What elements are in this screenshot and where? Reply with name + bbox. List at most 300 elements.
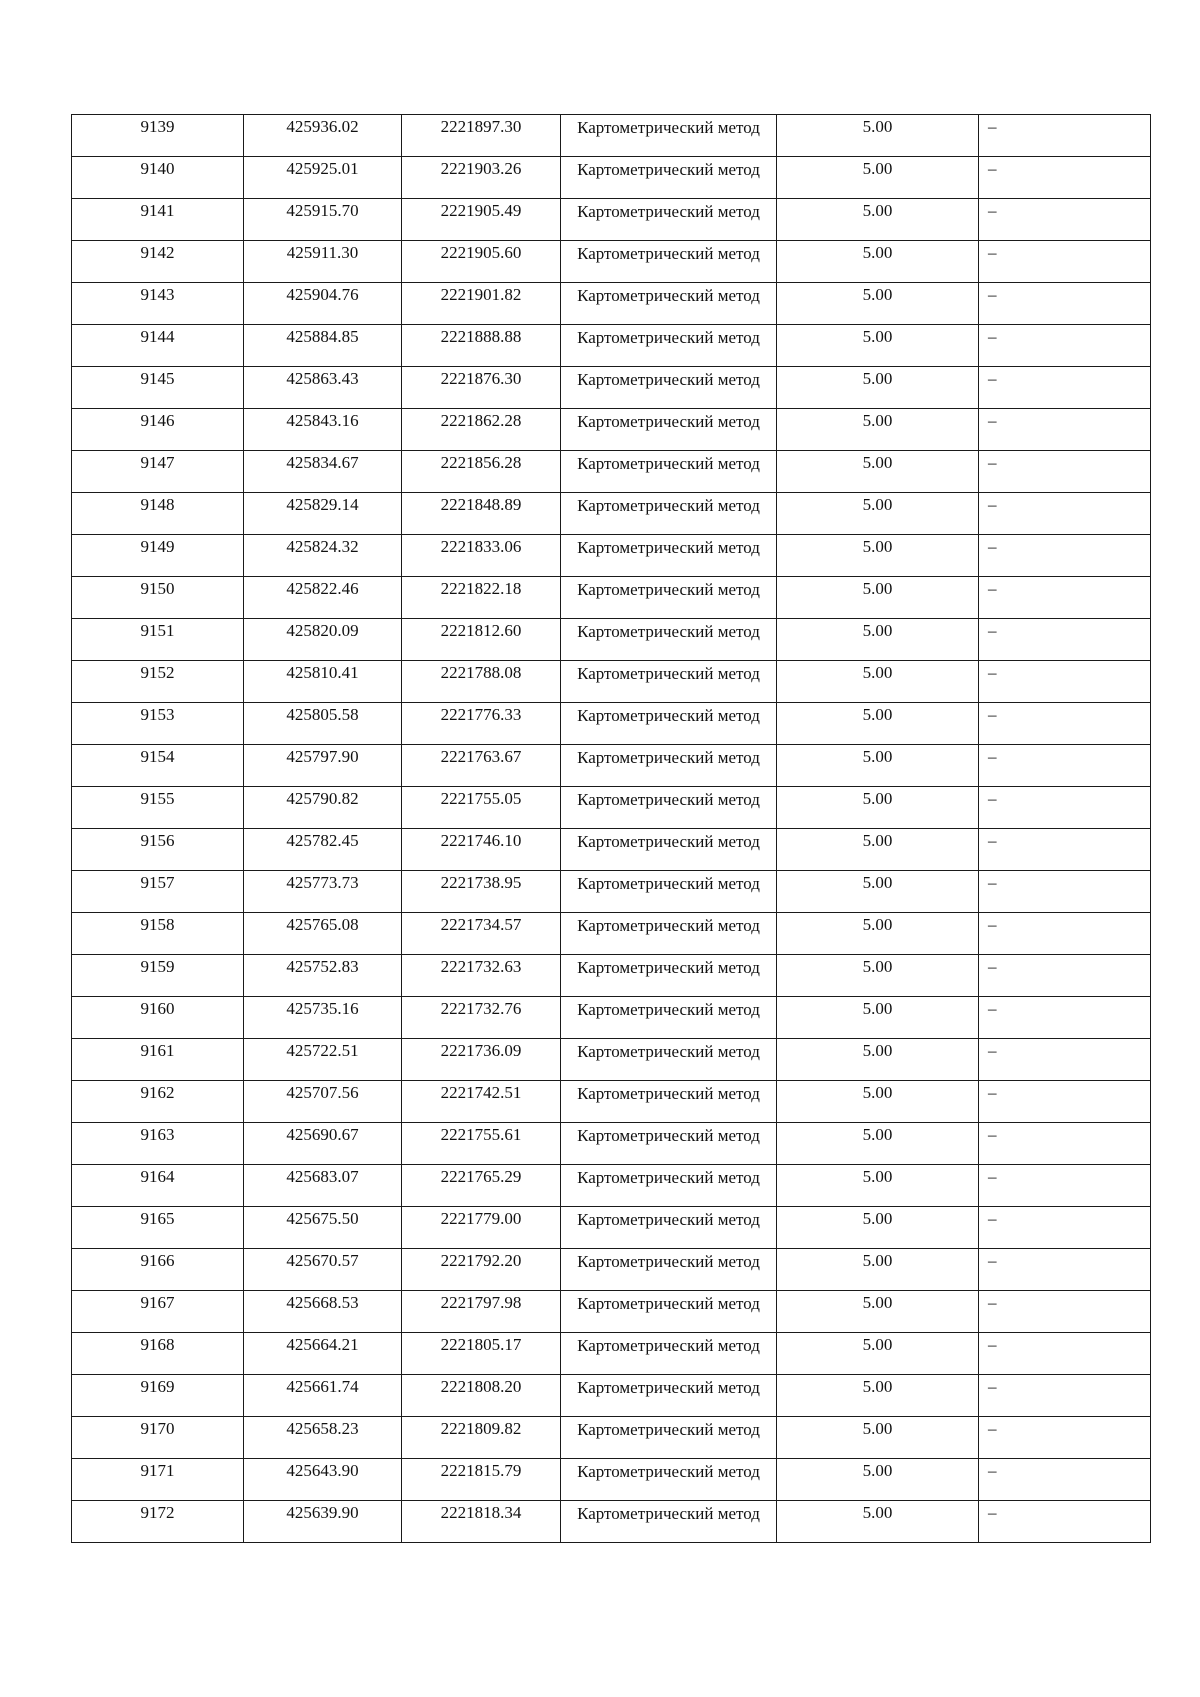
y-coordinate-cell (402, 1417, 561, 1459)
method-cell (561, 325, 777, 367)
description-cell (979, 241, 1151, 283)
method-cell (561, 1249, 777, 1291)
table-row (72, 1501, 1151, 1543)
point-number-cell-text: 9162 (140, 1083, 175, 1102)
method-cell (561, 1501, 777, 1543)
method-cell-text: Картометрический метод (577, 1504, 760, 1523)
method-cell (561, 577, 777, 619)
method-cell (561, 1165, 777, 1207)
x-coordinate-cell-text: 425834.67 (286, 453, 359, 472)
x-coordinate-cell (244, 535, 402, 577)
point-number-cell-text: 9155 (140, 789, 175, 808)
x-coordinate-cell (244, 577, 402, 619)
method-cell-text: Картометрический метод (577, 202, 760, 221)
y-coordinate-cell-text: 2221812.60 (440, 621, 522, 640)
method-cell-text: Картометрический метод (577, 1294, 760, 1313)
point-number-cell (72, 1081, 244, 1123)
point-number-cell-text: 9167 (140, 1293, 175, 1312)
description-cell-text: – (988, 285, 997, 304)
y-coordinate-cell (402, 157, 561, 199)
description-cell-text: – (988, 705, 997, 724)
point-number-cell (72, 451, 244, 493)
method-cell (561, 661, 777, 703)
accuracy-cell (777, 1039, 979, 1081)
table-row (72, 1333, 1151, 1375)
accuracy-cell (777, 661, 979, 703)
x-coordinate-cell (244, 1039, 402, 1081)
accuracy-cell (777, 1375, 979, 1417)
accuracy-cell-text: 5.00 (862, 1293, 893, 1312)
table-row (72, 913, 1151, 955)
point-number-cell (72, 1039, 244, 1081)
table-row (72, 703, 1151, 745)
y-coordinate-cell (402, 871, 561, 913)
accuracy-cell (777, 1459, 979, 1501)
x-coordinate-cell-text: 425643.90 (286, 1461, 359, 1480)
y-coordinate-cell (402, 409, 561, 451)
accuracy-cell-text: 5.00 (862, 873, 893, 892)
y-coordinate-cell-text: 2221876.30 (440, 369, 522, 388)
point-number-cell-text: 9170 (140, 1419, 175, 1438)
accuracy-cell (777, 1501, 979, 1543)
method-cell-text: Картометрический метод (577, 370, 760, 389)
y-coordinate-cell-text: 2221742.51 (440, 1083, 522, 1102)
method-cell-text: Картометрический метод (577, 454, 760, 473)
description-cell-text: – (988, 537, 997, 556)
y-coordinate-cell-text: 2221805.17 (440, 1335, 522, 1354)
x-coordinate-cell-text: 425925.01 (286, 159, 359, 178)
x-coordinate-cell (244, 1207, 402, 1249)
y-coordinate-cell-text: 2221732.76 (440, 999, 522, 1018)
point-number-cell-text: 9151 (140, 621, 175, 640)
method-cell-text: Картометрический метод (577, 664, 760, 683)
table-row (72, 1249, 1151, 1291)
accuracy-cell (777, 997, 979, 1039)
x-coordinate-cell-text: 425683.07 (286, 1167, 359, 1186)
accuracy-cell-text: 5.00 (862, 1461, 893, 1480)
method-cell-text: Картометрический метод (577, 958, 760, 977)
description-cell-text: – (988, 1335, 997, 1354)
description-cell (979, 1291, 1151, 1333)
description-cell-text: – (988, 663, 997, 682)
method-cell-text: Картометрический метод (577, 916, 760, 935)
x-coordinate-cell-text: 425639.90 (286, 1503, 359, 1522)
y-coordinate-cell (402, 115, 561, 157)
x-coordinate-cell-text: 425722.51 (286, 1041, 359, 1060)
table-row (72, 241, 1151, 283)
method-cell (561, 1333, 777, 1375)
y-coordinate-cell (402, 283, 561, 325)
point-number-cell (72, 1333, 244, 1375)
point-number-cell-text: 9154 (140, 747, 175, 766)
x-coordinate-cell (244, 703, 402, 745)
method-cell-text: Картометрический метод (577, 1000, 760, 1019)
y-coordinate-cell-text: 2221833.06 (440, 537, 522, 556)
method-cell-text: Картометрический метод (577, 286, 760, 305)
y-coordinate-cell-text: 2221888.88 (440, 327, 522, 346)
accuracy-cell-text: 5.00 (862, 1419, 893, 1438)
y-coordinate-cell (402, 829, 561, 871)
accuracy-cell (777, 241, 979, 283)
method-cell-text: Картометрический метод (577, 328, 760, 347)
table-row (72, 871, 1151, 913)
point-number-cell (72, 283, 244, 325)
x-coordinate-cell-text: 425675.50 (286, 1209, 359, 1228)
method-cell-text: Картометрический метод (577, 832, 760, 851)
x-coordinate-cell (244, 1291, 402, 1333)
description-cell-text: – (988, 1167, 997, 1186)
x-coordinate-cell-text: 425915.70 (286, 201, 359, 220)
method-cell-text: Картометрический метод (577, 160, 760, 179)
table-row (72, 199, 1151, 241)
accuracy-cell-text: 5.00 (862, 495, 893, 514)
description-cell (979, 1459, 1151, 1501)
x-coordinate-cell-text: 425707.56 (286, 1083, 359, 1102)
x-coordinate-cell (244, 1375, 402, 1417)
description-cell (979, 451, 1151, 493)
accuracy-cell-text: 5.00 (862, 579, 893, 598)
point-number-cell-text: 9141 (140, 201, 175, 220)
description-cell (979, 787, 1151, 829)
point-number-cell (72, 955, 244, 997)
table-row (72, 997, 1151, 1039)
description-cell (979, 703, 1151, 745)
method-cell (561, 451, 777, 493)
table-row (72, 409, 1151, 451)
method-cell (561, 283, 777, 325)
point-number-cell (72, 1249, 244, 1291)
point-number-cell (72, 787, 244, 829)
accuracy-cell (777, 535, 979, 577)
x-coordinate-cell-text: 425904.76 (286, 285, 359, 304)
coordinates-table (71, 114, 1151, 1543)
description-cell-text: – (988, 747, 997, 766)
point-number-cell-text: 9172 (140, 1503, 175, 1522)
x-coordinate-cell-text: 425661.74 (286, 1377, 359, 1396)
method-cell-text: Картометрический метод (577, 1084, 760, 1103)
method-cell-text: Картометрический метод (577, 1378, 760, 1397)
y-coordinate-cell (402, 1501, 561, 1543)
x-coordinate-cell-text: 425810.41 (286, 663, 359, 682)
accuracy-cell (777, 1081, 979, 1123)
x-coordinate-cell (244, 619, 402, 661)
accuracy-cell (777, 1207, 979, 1249)
description-cell-text: – (988, 873, 997, 892)
x-coordinate-cell (244, 1333, 402, 1375)
accuracy-cell (777, 367, 979, 409)
x-coordinate-cell (244, 283, 402, 325)
y-coordinate-cell-text: 2221755.05 (440, 789, 522, 808)
y-coordinate-cell-text: 2221818.34 (440, 1503, 522, 1522)
point-number-cell-text: 9152 (140, 663, 175, 682)
table-row (72, 1291, 1151, 1333)
method-cell-text: Картометрический метод (577, 244, 760, 263)
description-cell-text: – (988, 957, 997, 976)
table-row (72, 535, 1151, 577)
x-coordinate-cell (244, 451, 402, 493)
method-cell (561, 367, 777, 409)
accuracy-cell (777, 829, 979, 871)
method-cell-text: Картометрический метод (577, 748, 760, 767)
description-cell (979, 1249, 1151, 1291)
x-coordinate-cell (244, 1249, 402, 1291)
method-cell (561, 1207, 777, 1249)
point-number-cell-text: 9163 (140, 1125, 175, 1144)
method-cell (561, 1081, 777, 1123)
table-row (72, 661, 1151, 703)
description-cell (979, 1333, 1151, 1375)
x-coordinate-cell (244, 661, 402, 703)
y-coordinate-cell (402, 1123, 561, 1165)
point-number-cell-text: 9149 (140, 537, 175, 556)
y-coordinate-cell (402, 1165, 561, 1207)
accuracy-cell (777, 409, 979, 451)
accuracy-cell-text: 5.00 (862, 957, 893, 976)
point-number-cell-text: 9168 (140, 1335, 175, 1354)
y-coordinate-cell-text: 2221736.09 (440, 1041, 522, 1060)
description-cell (979, 157, 1151, 199)
y-coordinate-cell-text: 2221797.98 (440, 1293, 522, 1312)
y-coordinate-cell (402, 1081, 561, 1123)
accuracy-cell-text: 5.00 (862, 621, 893, 640)
x-coordinate-cell (244, 325, 402, 367)
description-cell (979, 1081, 1151, 1123)
accuracy-cell-text: 5.00 (862, 789, 893, 808)
point-number-cell (72, 409, 244, 451)
method-cell (561, 619, 777, 661)
method-cell (561, 1123, 777, 1165)
x-coordinate-cell-text: 425805.58 (286, 705, 359, 724)
point-number-cell-text: 9161 (140, 1041, 175, 1060)
point-number-cell (72, 157, 244, 199)
table-row (72, 829, 1151, 871)
x-coordinate-cell-text: 425863.43 (286, 369, 359, 388)
description-cell-text: – (988, 1293, 997, 1312)
point-number-cell-text: 9169 (140, 1377, 175, 1396)
method-cell (561, 1459, 777, 1501)
accuracy-cell-text: 5.00 (862, 663, 893, 682)
method-cell (561, 199, 777, 241)
point-number-cell-text: 9148 (140, 495, 175, 514)
y-coordinate-cell-text: 2221848.89 (440, 495, 522, 514)
description-cell (979, 661, 1151, 703)
accuracy-cell-text: 5.00 (862, 915, 893, 934)
x-coordinate-cell (244, 241, 402, 283)
y-coordinate-cell-text: 2221903.26 (440, 159, 522, 178)
point-number-cell-text: 9147 (140, 453, 175, 472)
method-cell-text: Картометрический метод (577, 1126, 760, 1145)
accuracy-cell-text: 5.00 (862, 999, 893, 1018)
description-cell-text: – (988, 999, 997, 1018)
y-coordinate-cell-text: 2221732.63 (440, 957, 522, 976)
point-number-cell (72, 535, 244, 577)
table-row (72, 1459, 1151, 1501)
point-number-cell-text: 9158 (140, 915, 175, 934)
y-coordinate-cell-text: 2221765.29 (440, 1167, 522, 1186)
description-cell (979, 325, 1151, 367)
accuracy-cell-text: 5.00 (862, 201, 893, 220)
point-number-cell-text: 9143 (140, 285, 175, 304)
accuracy-cell (777, 577, 979, 619)
method-cell (561, 493, 777, 535)
table-row (72, 619, 1151, 661)
method-cell (561, 241, 777, 283)
description-cell-text: – (988, 1461, 997, 1480)
method-cell (561, 1375, 777, 1417)
x-coordinate-cell (244, 745, 402, 787)
description-cell (979, 283, 1151, 325)
table-row (72, 1123, 1151, 1165)
x-coordinate-cell (244, 787, 402, 829)
point-number-cell (72, 703, 244, 745)
accuracy-cell (777, 1417, 979, 1459)
x-coordinate-cell-text: 425843.16 (286, 411, 359, 430)
table-row (72, 745, 1151, 787)
y-coordinate-cell-text: 2221734.57 (440, 915, 522, 934)
point-number-cell (72, 913, 244, 955)
y-coordinate-cell (402, 955, 561, 997)
point-number-cell-text: 9160 (140, 999, 175, 1018)
table-row (72, 157, 1151, 199)
x-coordinate-cell (244, 913, 402, 955)
method-cell-text: Картометрический метод (577, 1168, 760, 1187)
description-cell-text: – (988, 621, 997, 640)
description-cell (979, 619, 1151, 661)
y-coordinate-cell-text: 2221808.20 (440, 1377, 522, 1396)
method-cell (561, 871, 777, 913)
x-coordinate-cell (244, 409, 402, 451)
y-coordinate-cell (402, 451, 561, 493)
coordinates-table-body (72, 115, 1151, 1543)
description-cell-text: – (988, 369, 997, 388)
point-number-cell-text: 9164 (140, 1167, 175, 1186)
y-coordinate-cell (402, 1375, 561, 1417)
description-cell-text: – (988, 831, 997, 850)
x-coordinate-cell-text: 425658.23 (286, 1419, 359, 1438)
y-coordinate-cell (402, 367, 561, 409)
table-row (72, 1165, 1151, 1207)
point-number-cell (72, 1291, 244, 1333)
method-cell-text: Картометрический метод (577, 1336, 760, 1355)
method-cell-text: Картометрический метод (577, 790, 760, 809)
accuracy-cell-text: 5.00 (862, 1125, 893, 1144)
method-cell-text: Картометрический метод (577, 706, 760, 725)
point-number-cell (72, 367, 244, 409)
y-coordinate-cell (402, 1207, 561, 1249)
method-cell-text: Картометрический метод (577, 412, 760, 431)
point-number-cell (72, 1375, 244, 1417)
accuracy-cell (777, 115, 979, 157)
method-cell (561, 745, 777, 787)
description-cell (979, 1417, 1151, 1459)
point-number-cell-text: 9145 (140, 369, 175, 388)
table-row (72, 1081, 1151, 1123)
point-number-cell-text: 9142 (140, 243, 175, 262)
description-cell (979, 1501, 1151, 1543)
description-cell-text: – (988, 1419, 997, 1438)
description-cell (979, 745, 1151, 787)
y-coordinate-cell-text: 2221788.08 (440, 663, 522, 682)
method-cell-text: Картометрический метод (577, 496, 760, 515)
point-number-cell (72, 997, 244, 1039)
x-coordinate-cell-text: 425820.09 (286, 621, 359, 640)
y-coordinate-cell (402, 913, 561, 955)
description-cell-text: – (988, 159, 997, 178)
point-number-cell-text: 9140 (140, 159, 175, 178)
point-number-cell-text: 9150 (140, 579, 175, 598)
accuracy-cell (777, 1165, 979, 1207)
point-number-cell-text: 9159 (140, 957, 175, 976)
accuracy-cell (777, 283, 979, 325)
accuracy-cell-text: 5.00 (862, 1041, 893, 1060)
y-coordinate-cell (402, 241, 561, 283)
description-cell (979, 829, 1151, 871)
y-coordinate-cell (402, 325, 561, 367)
description-cell-text: – (988, 1209, 997, 1228)
table-row (72, 283, 1151, 325)
y-coordinate-cell-text: 2221905.60 (440, 243, 522, 262)
table-row (72, 451, 1151, 493)
description-cell (979, 1123, 1151, 1165)
method-cell-text: Картометрический метод (577, 1252, 760, 1271)
y-coordinate-cell (402, 997, 561, 1039)
y-coordinate-cell-text: 2221901.82 (440, 285, 522, 304)
accuracy-cell-text: 5.00 (862, 1167, 893, 1186)
accuracy-cell (777, 325, 979, 367)
accuracy-cell-text: 5.00 (862, 1377, 893, 1396)
x-coordinate-cell-text: 425773.73 (286, 873, 359, 892)
x-coordinate-cell (244, 871, 402, 913)
y-coordinate-cell (402, 1333, 561, 1375)
table-row (72, 367, 1151, 409)
method-cell-text: Картометрический метод (577, 1210, 760, 1229)
description-cell-text: – (988, 495, 997, 514)
y-coordinate-cell (402, 787, 561, 829)
accuracy-cell (777, 1123, 979, 1165)
accuracy-cell-text: 5.00 (862, 453, 893, 472)
x-coordinate-cell-text: 425782.45 (286, 831, 359, 850)
description-cell (979, 577, 1151, 619)
y-coordinate-cell-text: 2221738.95 (440, 873, 522, 892)
accuracy-cell-text: 5.00 (862, 1251, 893, 1270)
method-cell-text: Картометрический метод (577, 1042, 760, 1061)
accuracy-cell (777, 1249, 979, 1291)
description-cell (979, 367, 1151, 409)
table-row (72, 787, 1151, 829)
method-cell (561, 997, 777, 1039)
method-cell-text: Картометрический метод (577, 874, 760, 893)
description-cell-text: – (988, 117, 997, 136)
x-coordinate-cell (244, 1417, 402, 1459)
method-cell (561, 787, 777, 829)
y-coordinate-cell (402, 745, 561, 787)
x-coordinate-cell (244, 997, 402, 1039)
y-coordinate-cell (402, 1039, 561, 1081)
accuracy-cell-text: 5.00 (862, 1083, 893, 1102)
accuracy-cell-text: 5.00 (862, 159, 893, 178)
method-cell (561, 829, 777, 871)
accuracy-cell-text: 5.00 (862, 327, 893, 346)
description-cell-text: – (988, 1125, 997, 1144)
description-cell-text: – (988, 579, 997, 598)
point-number-cell-text: 9144 (140, 327, 175, 346)
x-coordinate-cell-text: 425822.46 (286, 579, 359, 598)
description-cell (979, 871, 1151, 913)
description-cell (979, 1375, 1151, 1417)
accuracy-cell (777, 157, 979, 199)
method-cell (561, 955, 777, 997)
description-cell (979, 535, 1151, 577)
